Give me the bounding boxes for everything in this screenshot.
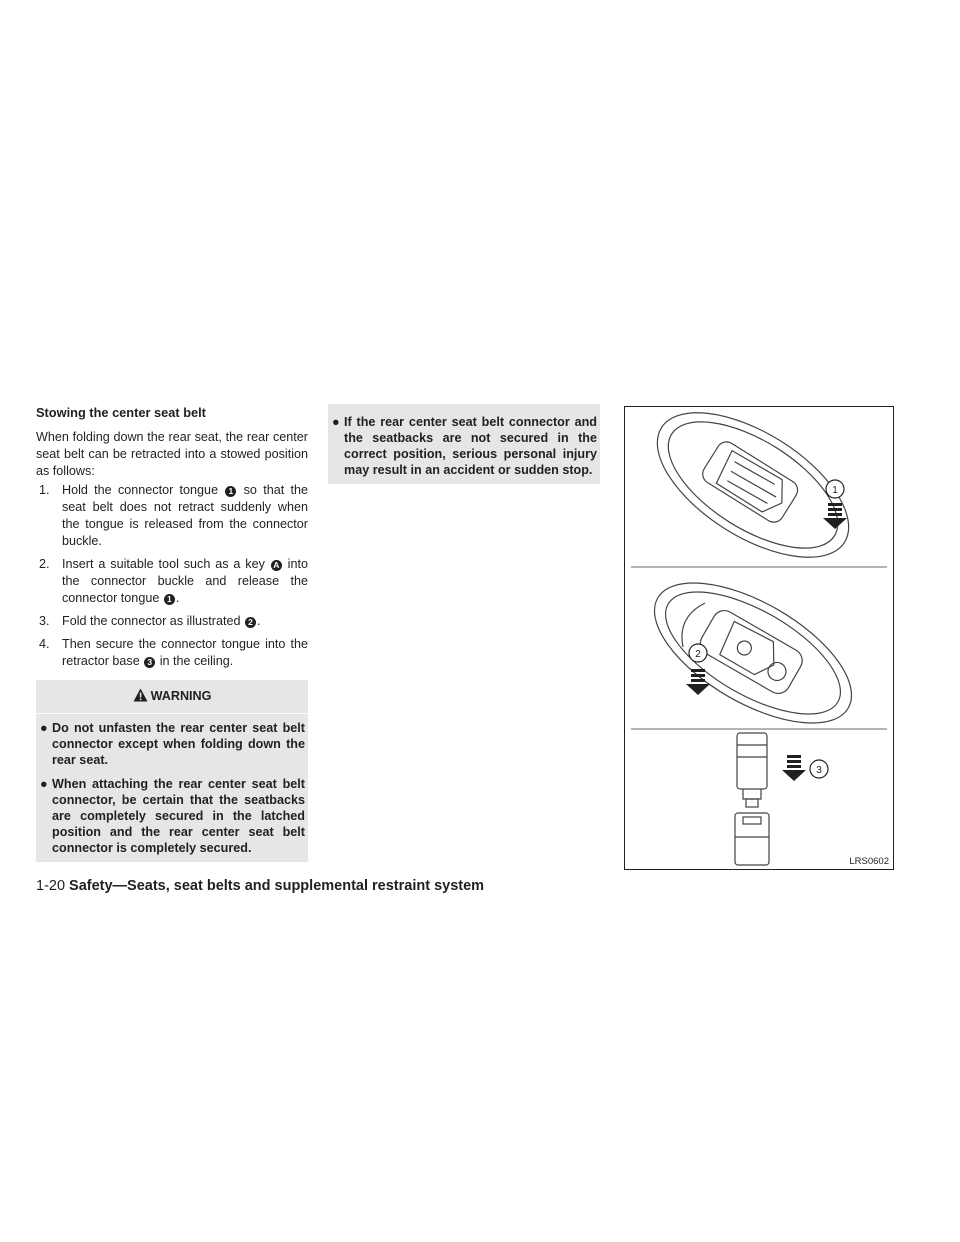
illustration [624,406,894,870]
seat-belt-illustration [625,407,892,868]
step-4: 4. Then secure the connector tongue into the retractor base 3 in the ceiling. [39,637,308,668]
intro-paragraph: When folding down the rear seat, the rear center seat belt can be retracted into a stowed position as follows: [36,430,308,478]
steps-list [36,482,308,670]
bullet-icon: ● [40,721,48,735]
callout-3-icon: 3 [144,657,155,668]
callout-1-icon: 1 [225,486,236,497]
bullet-icon: ● [332,415,340,429]
left-column [36,404,308,862]
warning-item: ● Do not unfasten the rear center seat belt connector except when folding down the rear seat. [40,721,305,767]
warning-list [40,720,305,856]
warning-box-continued [328,404,600,484]
middle-column [328,404,600,484]
footer-section-title: Safety—Seats, seat belts and supplemental restraint system [69,878,485,894]
warning-triangle-icon [133,688,148,707]
warning-title: WARNING [36,684,308,714]
warning-list [332,414,597,478]
step-3: 3. Fold the connector as illustrated 2 . [39,614,261,628]
callout-1-label: 1 [832,485,838,496]
page-number: 1-20 [36,878,66,894]
warning-item: ● When attaching the rear center seat belt connector, be certain that the seatbacks are completely secured in the latched position and the rear center seat belt connector is completely secured. [40,777,305,855]
callout-2-icon: 2 [245,617,256,628]
step-2: 2. Insert a suitable tool such as a key A into the connector buckle and release the connector tongue 1 . [39,557,308,605]
warning-box [36,680,308,862]
warning-item: ● If the rear center seat belt connector and the seatbacks are not secured in the correct position, serious personal injury may result in an accident or sudden stop. [332,415,597,477]
page-footer [36,878,484,894]
callout-1-icon: 1 [164,594,175,605]
callout-2-label: 2 [695,649,701,660]
section-heading: Stowing the center seat belt [36,405,206,420]
bullet-icon: ● [40,777,48,791]
figure-code: LRS0602 [849,856,889,867]
step-1: 1. Hold the connector tongue 1 so that the seat belt does not retract suddenly when the tongue is released from the connector buckle. [39,483,309,548]
callout-3-label: 3 [816,765,822,776]
callout-a-icon: A [271,560,282,571]
